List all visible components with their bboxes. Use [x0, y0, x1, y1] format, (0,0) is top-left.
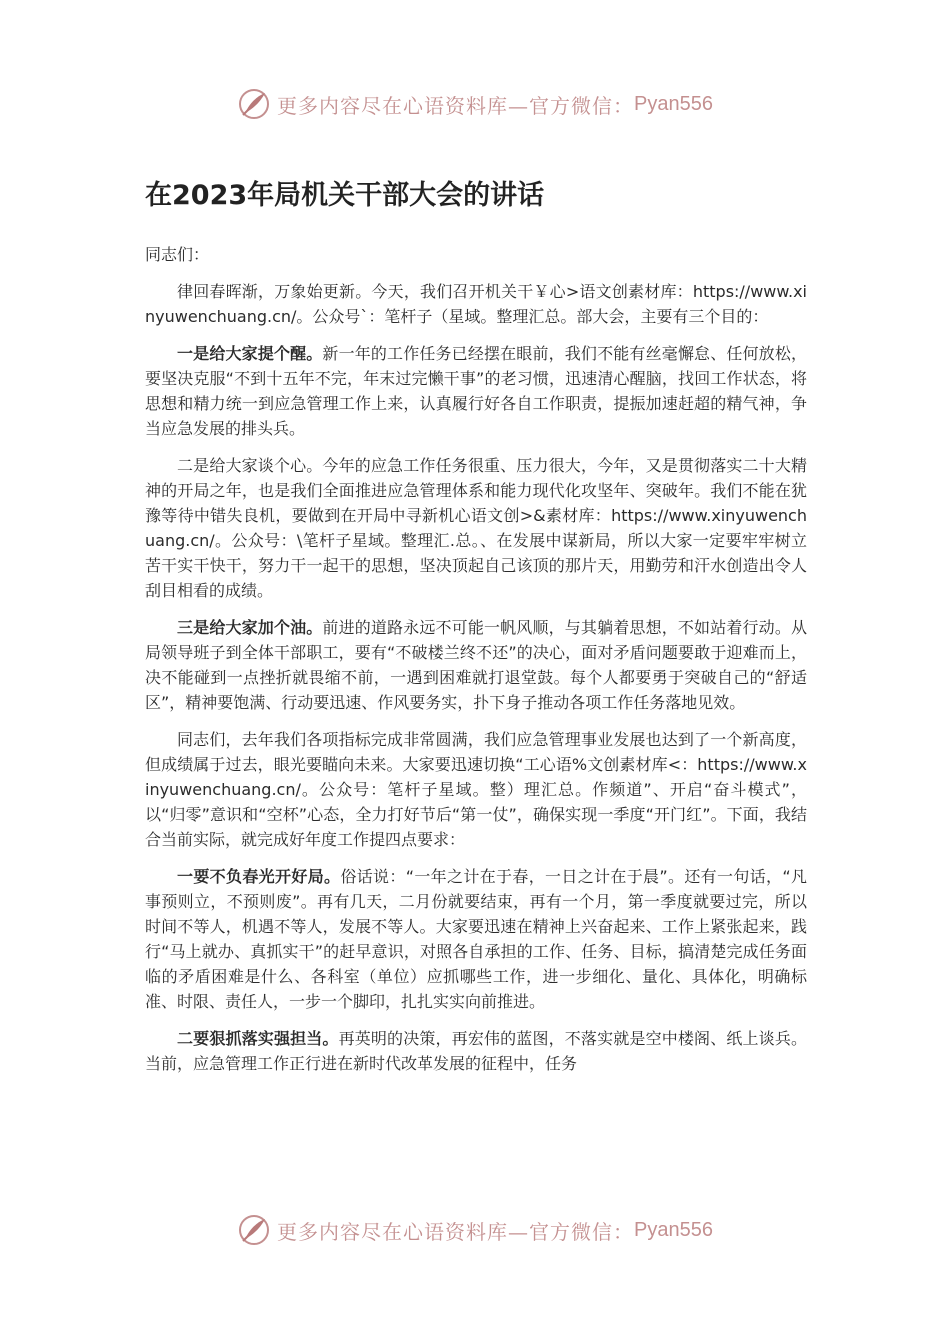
banner-text: 更多内容尽在心语资料库—官方微信： [277, 1219, 635, 1244]
paragraph-lead: 三是给大家加个油。 [177, 618, 323, 637]
paragraph [145, 864, 807, 1014]
paragraph-lead: 一是给大家提个醒。 [177, 344, 323, 363]
paragraph-text: 二是给大家谈个心。今年的应急工作任务很重、压力很大，今年，又是贯彻落实二十大精神的开局之年，也是我们全面推进应急管理体系和能力现代化攻坚年、突破年。我们不能在犹豫等待中错失良机，要做到在开局中寻新机心语文创>&素材库：https://www.xinyuwenchuang.cn/。公众号：\笔杆子星域。整理汇.总。、在发展中谋新局，所以大家一定要牢牢树立苦干实干快干，努力干一起干的思想，坚决顶起自己该顶的那片天，用勤劳和汗水创造出令人刮目相看的成绩。 [145, 456, 807, 600]
paragraph-lead: 一要不负春光开好局。 [177, 867, 341, 886]
banner-wechat-id: Pyan556 [634, 92, 713, 115]
paragraph [145, 727, 807, 852]
salutation: 同志们： [145, 245, 210, 264]
paragraph-lead: 二要狠抓落实强担当。 [177, 1029, 339, 1048]
paragraph-text: 再英明的决策，再宏伟的蓝图，不落实就是空中楼阁、纸上谈兵。当前，应急管理工作正行进在新时代改革发展的征程中，任务 [145, 1029, 807, 1073]
paragraph-text: 前进的道路永远不可能一帆风顺，与其躺着思想，不如站着行动。从局领导班子到全体干部职工，要有“不破楼兰终不还”的决心，面对矛盾问题要敢于迎难而上，决不能碰到一点挫折就畏缩不前，一遇到困难就打退堂鼓。每个人都要勇于突破自己的“舒适区”，精神要饱满、行动要迅速、作风要务实，扑下身子推动各项工作任务落地见效。 [145, 618, 807, 712]
paragraph [145, 341, 807, 441]
quill-logo-icon [237, 87, 271, 121]
banner-text: 更多内容尽在心语资料库—官方微信： [277, 93, 635, 118]
paragraph [145, 615, 807, 715]
header-banner [0, 84, 950, 124]
paragraph-text: 律回春晖渐，万象始更新。今天，我们召开机关干￥心>语文创素材库：https://www.xinyuwenchuang.cn/。公众号`：笔杆子（星域。整理汇总。部大会，主要有三个目的： [145, 282, 807, 326]
paragraph [145, 453, 807, 603]
paragraph [145, 1026, 807, 1076]
paragraph-text: 俗话说：“一年之计在于春，一日之计在于晨”。还有一句话，“凡事预则立，不预则废”。再有几天，二月份就要结束，再有一个月，第一季度就要过完，所以时间不等人，机遇不等人，发展不等人。大家要迅速在精神上兴奋起来、工作上紧张起来，践行“马上就办、真抓实干”的赶早意识，对照各自承担的工作、任务、目标，搞清楚完成任务面临的矛盾困难是什么、各科室（单位）应抓哪些工作，进一步细化、量化、具体化，明确标准、时限、责任人，一步一个脚印，扎扎实实向前推进。 [145, 867, 807, 1011]
paragraph-text: 同志们，去年我们各项指标完成非常圆满，我们应急管理事业发展也达到了一个新高度，但成绩属于过去，眼光要瞄向未来。大家要迅速切换“工心语%文创素材库<：https://www.xinyuwenchuang.cn/。公众号：笔杆子星域。整）理汇总。作频道”、开启“奋斗模式”，以“归零”意识和“空杯”心态，全力打好节后“第一仗”，确保实现一季度“开门红”。下面，我结合当前实际，就完成好年度工作提四点要求： [145, 730, 807, 849]
banner-wechat-id: Pyan556 [634, 1218, 713, 1241]
footer-banner [0, 1210, 950, 1250]
document-title: 在2023年局机关干部大会的讲话 [145, 180, 545, 211]
paragraph-list [145, 279, 807, 1076]
paragraph [145, 279, 807, 329]
document-body [145, 172, 807, 1088]
paragraph-text: 新一年的工作任务已经摆在眼前，我们不能有丝毫懈怠、任何放松，要坚决克服“不到十五年不完，年末过完懒干事”的老习惯，迅速清心醒脑，找回工作状态，将思想和精力统一到应急管理工作上来，认真履行好各自工作职责，提振加速赶超的精气神，争当应急发展的排头兵。 [145, 344, 807, 438]
quill-logo-icon [237, 1213, 271, 1247]
